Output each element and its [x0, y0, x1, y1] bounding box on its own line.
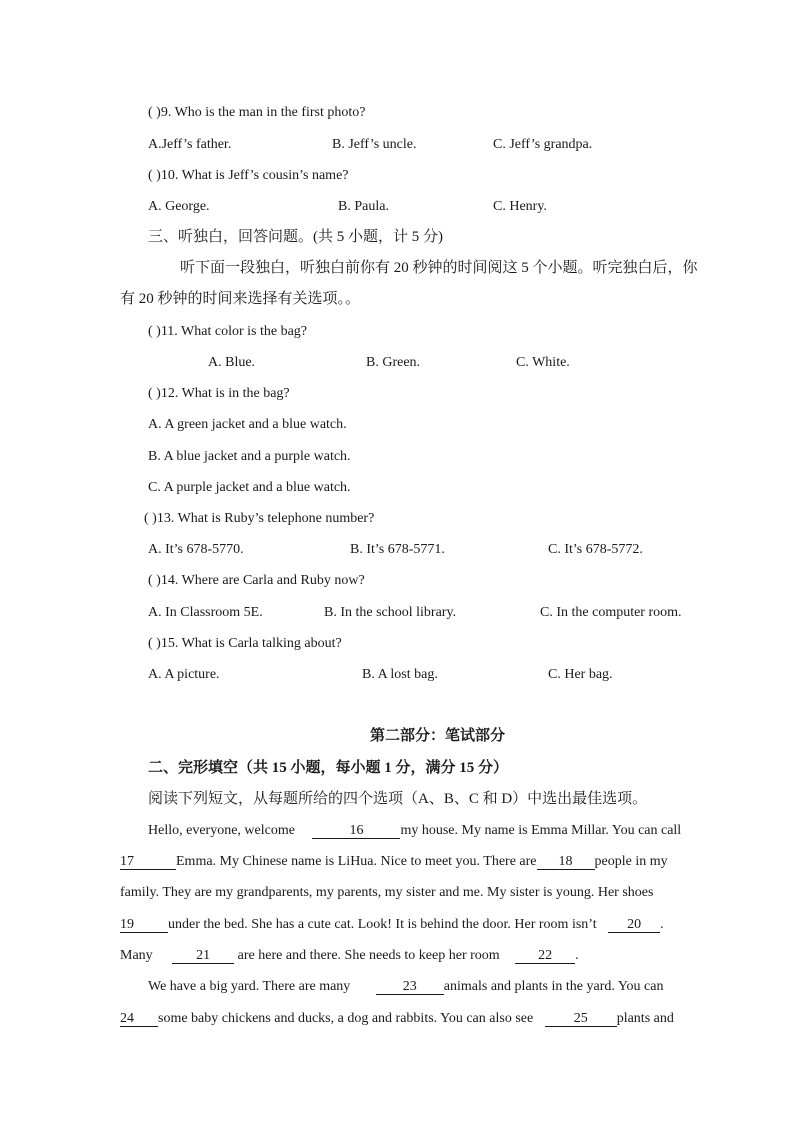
section3-instruction-line2: 有 20 秒钟的时间来选择有关选项。。	[120, 291, 361, 307]
cloze-text: are here and there. She needs to keep her room	[237, 948, 500, 963]
part2-title: 第二部分：笔试部分	[370, 728, 506, 744]
cloze-blank-18: 18	[537, 854, 595, 870]
question-15-option-b: B. A lost bag.	[362, 667, 438, 682]
cloze-text: some baby chickens and ducks, a dog and rabbits. You can also see	[158, 1011, 534, 1026]
section3-heading: 三、听独白，回答问题。(共 5 小题，计 5 分)	[148, 229, 443, 245]
cloze-text: .	[575, 948, 579, 963]
question-15-stem: ( )15. What is Carla talking about?	[148, 636, 342, 651]
question-9-stem: ( )9. Who is the man in the first photo?	[148, 105, 366, 120]
cloze-blank-21: 21	[172, 948, 234, 964]
question-15-option-a: A. A picture.	[148, 667, 220, 682]
question-9-option-b: B. Jeff’s uncle.	[332, 137, 417, 152]
question-14-option-a: A. In Classroom 5E.	[148, 605, 263, 620]
question-10-option-c: C. Henry.	[493, 199, 547, 214]
question-12-option-a: A. A green jacket and a blue watch.	[148, 417, 347, 432]
cloze-blank-24: 24	[120, 1011, 158, 1027]
question-12-option-c: C. A purple jacket and a blue watch.	[148, 480, 351, 495]
cloze-line-2	[120, 853, 668, 871]
question-14-stem: ( )14. Where are Carla and Ruby now?	[148, 573, 365, 588]
cloze-blank-16: 16	[312, 823, 400, 839]
cloze-line-4	[120, 916, 664, 934]
cloze-blank-17: 17	[120, 854, 176, 870]
question-10-option-b: B. Paula.	[338, 199, 389, 214]
question-11-option-c: C. White.	[516, 355, 570, 370]
question-14-option-b: B. In the school library.	[324, 605, 457, 620]
cloze-text: under the bed. She has a cute cat. Look! It is behind the door. Her room isn’t	[168, 917, 597, 932]
cloze-text: people in my	[594, 854, 668, 869]
cloze-blank-19: 19	[120, 917, 168, 933]
question-15-option-c: C. Her bag.	[548, 667, 613, 682]
cloze-line-7	[120, 1010, 674, 1028]
question-9-option-c: C. Jeff’s grandpa.	[493, 137, 593, 152]
cloze-blank-20: 20	[608, 917, 660, 933]
cloze-blank-25: 25	[545, 1011, 617, 1027]
cloze-blank-23: 23	[376, 979, 444, 995]
cloze-heading: 二、完形填空（共 15 小题，每小题 1 分，满分 15 分）	[148, 760, 509, 776]
question-12-option-b: B. A blue jacket and a purple watch.	[148, 449, 351, 464]
section3-instruction-line1: 听下面一段独白，听独白前你有 20 秒钟的时间阅这 5 个小题。听完独白后，你	[180, 260, 698, 276]
question-14-option-c: C. In the computer room.	[540, 605, 682, 620]
cloze-blank-22: 22	[515, 948, 575, 964]
question-13-option-a: A. It’s 678-5770.	[148, 542, 244, 557]
cloze-text: Many	[120, 948, 153, 963]
question-9-option-a: A.Jeff’s father.	[148, 137, 232, 152]
cloze-text: .	[660, 917, 664, 932]
cloze-text: animals and plants in the yard. You can	[443, 979, 664, 994]
cloze-text: plants and	[616, 1011, 674, 1026]
question-10-option-a: A. George.	[148, 199, 210, 214]
cloze-line-6	[148, 978, 663, 996]
question-11-option-b: B. Green.	[366, 355, 421, 370]
question-12-stem: ( )12. What is in the bag?	[148, 386, 290, 401]
question-11-option-a: A. Blue.	[208, 355, 256, 370]
cloze-text: We have a big yard. There are many	[148, 979, 351, 994]
question-13-option-c: C. It’s 678-5772.	[548, 542, 643, 557]
cloze-line-3: family. They are my grandparents, my parents, my sister and me. My sister is young. Her shoes	[120, 885, 654, 900]
cloze-text: my house. My name is Emma Millar. You can call	[400, 823, 682, 838]
question-11-stem: ( )11. What color is the bag?	[148, 324, 308, 339]
cloze-line-1	[148, 822, 681, 840]
question-13-stem: ( )13. What is Ruby’s telephone number?	[144, 511, 375, 526]
cloze-line-5	[120, 947, 579, 965]
cloze-text: Hello, everyone, welcome	[148, 823, 295, 838]
cloze-instruction: 阅读下列短文，从每题所给的四个选项（A、B、C 和 D）中选出最佳选项。	[148, 791, 648, 807]
question-10-stem: ( )10. What is Jeff’s cousin’s name?	[148, 168, 349, 183]
question-13-option-b: B. It’s 678-5771.	[350, 542, 445, 557]
cloze-text: Emma. My Chinese name is LiHua. Nice to meet you. There are	[176, 854, 537, 869]
